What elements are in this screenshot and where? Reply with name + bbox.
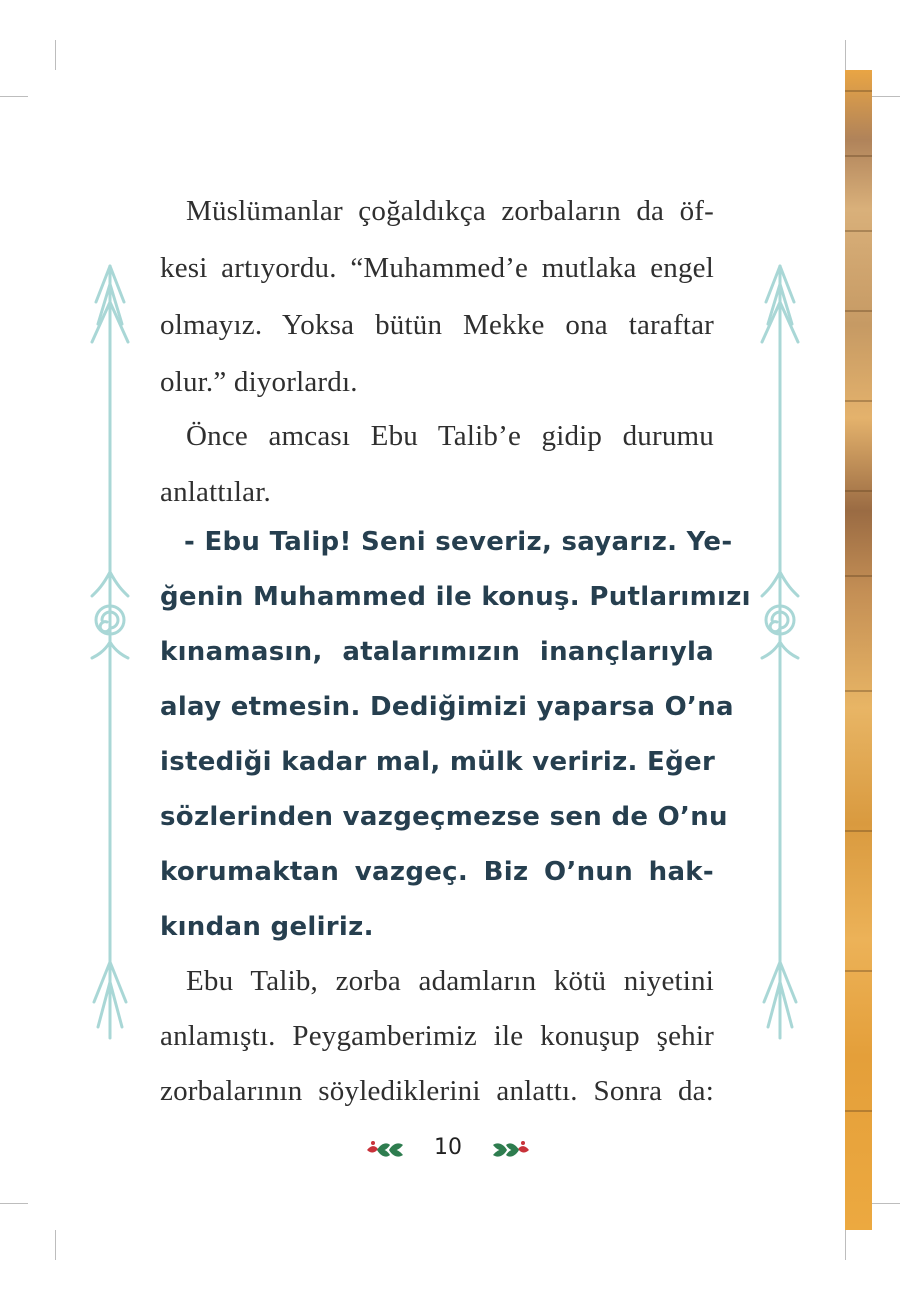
dialogue-line: kından geliriz.: [160, 912, 374, 942]
crop-mark: [0, 1203, 28, 1204]
paragraph-line: Müslümanlar çoğaldıkça zorbaların da öf-: [186, 195, 714, 227]
crop-mark: [872, 96, 900, 97]
page-folio: [363, 1135, 533, 1165]
dialogue-line: istediği kadar mal, mülk veririz. Eğer: [160, 747, 716, 777]
paragraph-line: olur.” diyorlardı.: [160, 366, 358, 398]
dialogue-line: sözlerinden vazgeçmezse sen de O’nu: [160, 802, 728, 832]
paragraph-line: anlamıştı. Peygamberimiz ile konuşup şehir: [160, 1020, 714, 1052]
page-number: 10: [434, 1135, 462, 1160]
crop-mark: [55, 1230, 56, 1260]
dialogue-line: ğenin Muhammed ile konuş. Putlarımızı: [160, 582, 751, 612]
crop-mark: [845, 40, 846, 70]
paragraph-line: zorbalarının söylediklerini anlattı. Sonra da:: [160, 1075, 714, 1107]
floral-ornament-icon: [489, 1137, 533, 1163]
cover-bleed-band: [845, 70, 872, 1230]
paragraph-line: olmayız. Yoksa bütün Mekke ona taraftar: [160, 309, 714, 341]
vine-ornament-icon: [88, 262, 132, 1042]
crop-mark: [55, 40, 56, 70]
paragraph-line: kesi artıyordu. “Muhammed’e mutlaka engel: [160, 252, 714, 284]
crop-mark: [872, 1203, 900, 1204]
dialogue-line: kınamasın, atalarımızın inançlarıyla: [160, 637, 714, 667]
paragraph-line: Ebu Talib, zorba adamların kötü niyetini: [186, 965, 714, 997]
crop-mark: [0, 96, 28, 97]
crop-mark: [845, 1230, 846, 1260]
paragraph-line: Önce amcası Ebu Talib’e gidip durumu: [186, 420, 714, 452]
vine-ornament-icon: [758, 262, 802, 1042]
dialogue-line: - Ebu Talip! Seni severiz, sayarız. Ye-: [184, 527, 733, 557]
floral-ornament-icon: [363, 1137, 407, 1163]
paragraph-line: anlattılar.: [160, 476, 271, 508]
dialogue-line: korumaktan vazgeç. Biz O’nun hak-: [160, 857, 714, 887]
dialogue-line: alay etmesin. Dediğimizi yaparsa O’na: [160, 692, 734, 722]
